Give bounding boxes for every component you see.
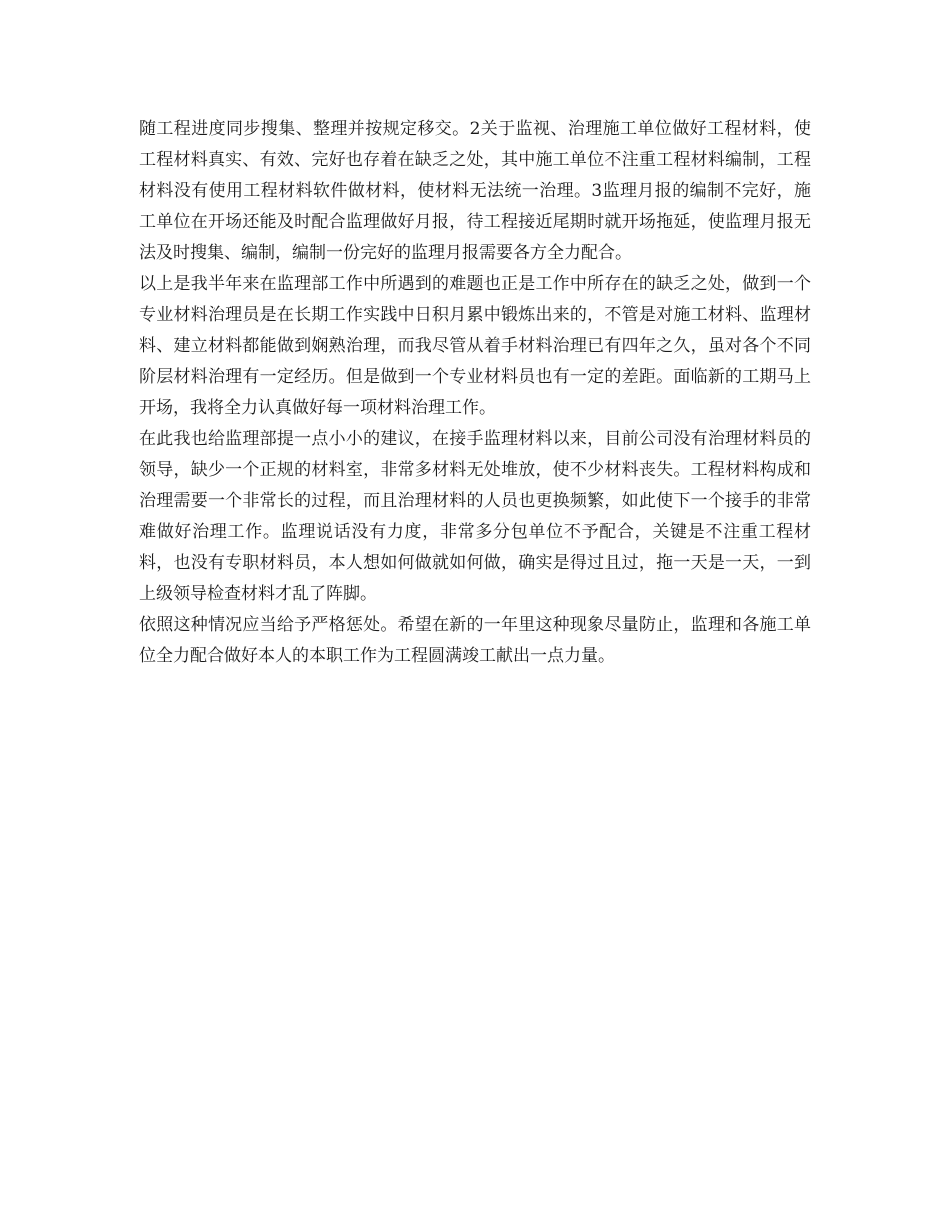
paragraph-2: 以上是我半年来在监理部工作中所遇到的难题也正是工作中所存在的缺乏之处，做到一个专业材料治理员是在长期工作实践中日积月累中锻炼出来的，不管是对施工材料、监理材料、建立材料都能做到娴熟治理，而我尽管从着手材料治理已有四年之久，虽对各个不同阶层材料治理有一定经历。但是做到一个专业材料员也有一定的差距。面临新的工期马上开场，我将全力认真做好每一项材料治理工作。 <box>139 274 811 418</box>
document-body <box>139 114 811 672</box>
paragraph-4: 依照这种情况应当给予严格惩处。希望在新的一年里这种现象尽量防止，监理和各施工单位全力配合做好本人的本职工作为工程圆满竣工献出一点力量。 <box>139 615 811 666</box>
paragraph-1: 随工程进度同步搜集、整理并按规定移交。2关于监视、治理施工单位做好工程材料，使工程材料真实、有效、完好也存着在缺乏之处，其中施工单位不注重工程材料编制，工程材料没有使用工程材料软件做材料，使材料无法统一治理。3监理月报的编制不完好，施工单位在开场还能及时配合监理做好月报，待工程接近尾期时就开场拖延，使监理月报无法及时搜集、编制，编制一份完好的监理月报需要各方全力配合。 <box>139 119 811 263</box>
paragraph-3: 在此我也给监理部提一点小小的建议，在接手监理材料以来，目前公司没有治理材料员的领导，缺少一个正规的材料室，非常多材料无处堆放，使不少材料丧失。工程材料构成和治理需要一个非常长的过程，而且治理材料的人员也更换频繁，如此使下一个接手的非常难做好治理工作。监理说话没有力度，非常多分包单位不予配合，关键是不注重工程材料，也没有专职材料员，本人想如何做就如何做，确实是得过且过，拖一天是一天，一到上级领导检查材料才乱了阵脚。 <box>139 429 811 604</box>
